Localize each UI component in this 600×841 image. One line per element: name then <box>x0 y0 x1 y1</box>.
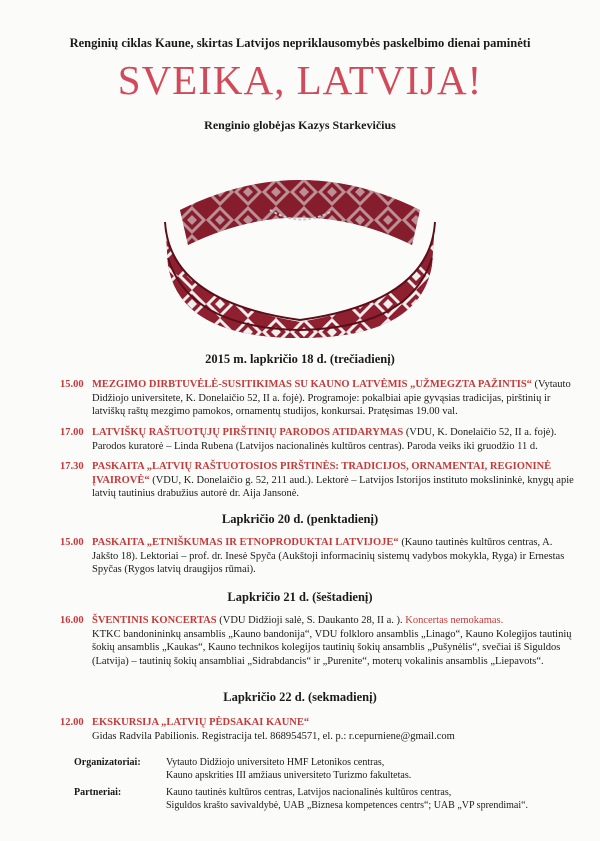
event-item <box>60 716 580 743</box>
day-heading: 2015 m. lapkričio 18 d. (trečiadienį) <box>205 352 395 366</box>
partner-line: Siguldos krašto savivaldybė, UAB „Biznesa kompetences centrs“; UAB „VP sprendimai“. <box>166 800 529 811</box>
event-time: 17.00 <box>60 427 84 438</box>
bracelet-image <box>150 150 450 340</box>
event-details: (VDU, K. Donelaičio g. 52, 211 aud.). Lektorė – Latvijos Istorijos instituto mokslininkė, knygų apie latvių tautinius drabužius autorė dr. Aija Jansonė. <box>92 474 574 499</box>
event-item <box>60 460 580 501</box>
event-title: MEZGIMO DIRBTUVĖLĖ-SUSITIKIMAS SU KAUNO LATVĖMIS „UŽMEGZTA PAŽINTIS“ <box>92 379 532 390</box>
organizers-label: Organizatoriai: <box>74 757 141 768</box>
event-title: ŠVENTINIS KONCERTAS <box>92 615 217 626</box>
event-title: LATVIŠKŲ RAŠTUOTŲJŲ PIRŠTINIŲ PARODOS ATIDARYMAS <box>92 427 404 438</box>
event-time: 15.00 <box>60 379 84 390</box>
event-details: (VDU, K. Donelaičio 52, II a. fojė). Parodos kuratorė – Linda Rubena (Latvijos nacionalinės kultūros centras). Paroda veiks iki gruodžio 11 d. <box>92 427 557 452</box>
event-time: 17.30 <box>60 461 84 472</box>
event-item <box>60 378 580 419</box>
event-title: EKSKURSIJA „LATVIŲ PĖDSAKAI KAUNE“ <box>92 717 310 728</box>
day-heading: Lapkričio 22 d. (sekmadienį) <box>223 690 377 704</box>
event-time: 16.00 <box>60 615 84 626</box>
event-item <box>60 426 580 453</box>
series-line: Renginių ciklas Kaune, skirtas Latvijos nepriklausomybės paskelbimo dienai paminėti <box>69 36 531 50</box>
partners-label: Partneriai: <box>74 787 122 798</box>
event-item <box>60 614 580 668</box>
day-heading: Lapkričio 20 d. (penktadienį) <box>221 512 379 526</box>
event-time: 12.00 <box>60 717 84 728</box>
patron-line: Renginio globėjas Kazys Starkevičius <box>204 118 396 132</box>
event-details: (VDU Didžioji salė, S. Daukanto 28, II a. ). <box>219 615 403 626</box>
organizer-line: Kauno apskrities III amžiaus universiteto Turizmo fakultetas. <box>166 770 412 781</box>
event-title: PASKAITA „ETNIŠKUMAS IR ETNOPRODUKTAI LATVIJOJE“ <box>92 537 399 548</box>
event-details: (Kauno tautinės kultūros centras, A. Jakšto 18). Lektoriai – prof. dr. Inesė Spyča (Aukštoji informacinių sistemų vadybos mokykla, Ryga) ir Ernestas Spyčas (Rygos latvių draugijos rūmai). <box>92 537 565 575</box>
event-title: PASKAITA „LATVIŲ RAŠTUOTOSIOS PIRŠTINĖS: TRADICIJOS, ORNAMENTAI, REGIONINĖ ĮVAIROVĖ“ <box>92 461 552 486</box>
partners-list <box>166 786 528 812</box>
page-title: SVEIKA, LATVIJA! <box>117 57 483 103</box>
organizers-list <box>166 756 411 782</box>
partner-line: Kauno tautinės kultūros centras, Latvijos nacionalinės kultūros centras, <box>166 787 452 798</box>
event-details: (Vytauto Didžiojo universitete, K. Donelaičio 52, II a. fojė). Programoje: pokalbiai apie gyvąsias tradicijas, pirštinių ir latviškų raštų mezgimo pamokos, ornamentų studijos, konkursai. Pratęsimas 19.00 val. <box>92 379 571 417</box>
event-time: 15.00 <box>60 537 84 548</box>
performers-list: KTKC bandonininkų ansamblis „Kauno bandonija“, VDU folkloro ansamblis „Linago“, Kauno Kolegijos tautinių šokių ansamblis „Kaukas“, Kauno technikos kolegijos tautinių šokių ansamblis „Pušynėlis“, svečiai iš Siguldos (Latvija) – tautinių šokių ansambliai „Sidrabdancis“ ir „Purenite“, moterų vokalinis ansamblis „Liepavots“. <box>92 628 572 667</box>
day-heading: Lapkričio 21 d. (šeštadienį) <box>227 590 373 604</box>
organizer-line: Vytauto Didžiojo universiteto HMF Letonikos centras, <box>166 757 385 768</box>
free-entry-note: Koncertas nemokamas. <box>405 615 504 626</box>
event-item <box>60 536 580 577</box>
event-details: Gidas Radvila Pabilionis. Registracija tel. 868954571, el. p.: r.cepurniene@gmail.com <box>92 730 455 742</box>
